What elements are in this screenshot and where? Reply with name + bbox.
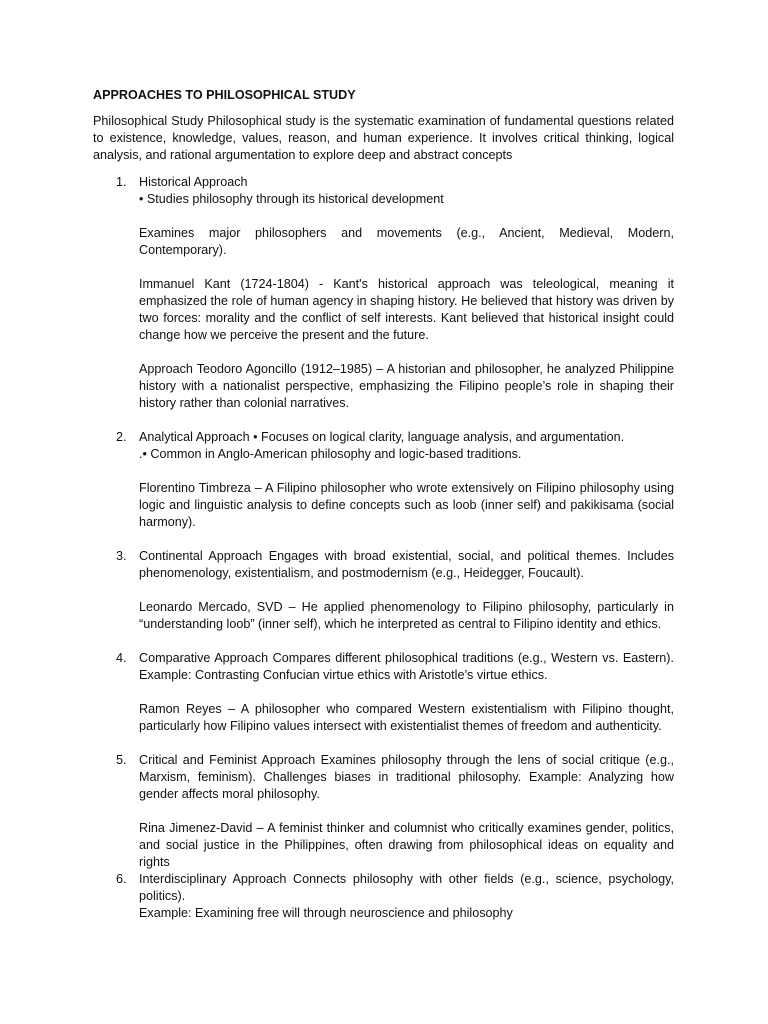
list-item-comparative xyxy=(93,650,674,735)
document-title: APPROACHES TO PHILOSOPHICAL STUDY xyxy=(93,88,356,102)
intro-paragraph: Philosophical Study Philosophical study is the systematic examination of fundamental questions related to existence, knowledge, values, reason, and human experience. It involves critical thinking, logical analysis, and rational argumentation to explore deep and abstract concepts xyxy=(93,114,674,162)
list-item-historical xyxy=(93,174,674,412)
list-number: 6. xyxy=(116,872,127,886)
list-item-critical-feminist xyxy=(93,752,674,871)
item-heading: Continental Approach Engages with broad existential, social, and political themes. Includes phenomenology, existentialism, and postmodernism (e.g., Heidegger, Foucault). xyxy=(139,549,674,580)
document-page xyxy=(93,87,674,922)
list-number: 4. xyxy=(116,651,127,665)
item-paragraph: Florentino Timbreza – A Filipino philosopher who wrote extensively on Filipino philosophy using logic and linguistic analysis to define concepts such as loob (inner self) and pakikisama (social harmony). xyxy=(139,481,674,529)
item-heading: Analytical Approach • Focuses on logical clarity, language analysis, and argumentation. xyxy=(139,430,625,444)
item-heading: Comparative Approach Compares different philosophical traditions (e.g., Western vs. Eastern). Example: Contrasting Confucian virtue ethics with Aristotle’s virtue ethics. xyxy=(139,651,674,682)
item-paragraph: Examines major philosophers and movements (e.g., Ancient, Medieval, Modern, Contemporary). xyxy=(139,226,674,257)
list-item-interdisciplinary xyxy=(93,871,674,922)
approaches-list xyxy=(93,174,674,922)
list-number: 2. xyxy=(116,430,127,444)
item-heading: Critical and Feminist Approach Examines philosophy through the lens of social critique (e.g., Marxism, feminism). Challenges biases in traditional philosophy. Example: Analyzing how gender affects moral philosophy. xyxy=(139,753,674,801)
item-subpoint: .• Common in Anglo-American philosophy and logic-based traditions. xyxy=(139,447,522,461)
item-heading: Historical Approach xyxy=(139,175,248,189)
list-number: 1. xyxy=(116,175,127,189)
list-item-continental xyxy=(93,548,674,633)
item-paragraph: Leonardo Mercado, SVD – He applied phenomenology to Filipino philosophy, particularly in “understanding loob” (inner self), which he interpreted as central to Filipino identity and ethics. xyxy=(139,600,674,631)
list-item-analytical xyxy=(93,429,674,531)
list-number: 3. xyxy=(116,549,127,563)
item-subpoint: • Studies philosophy through its historical development xyxy=(139,192,444,206)
list-number: 5. xyxy=(116,753,127,767)
item-paragraph: Ramon Reyes – A philosopher who compared Western existentialism with Filipino thought, particularly how Filipino values intersect with existentialist themes of freedom and authenticity. xyxy=(139,702,674,733)
item-subpoint: Example: Examining free will through neuroscience and philosophy xyxy=(139,906,513,920)
item-paragraph: Rina Jimenez-David – A feminist thinker and columnist who critically examines gender, politics, and social justice in the Philippines, often drawing from philosophical ideas on equality and rights xyxy=(139,821,674,869)
item-paragraph: Approach Teodoro Agoncillo (1912–1985) – A historian and philosopher, he analyzed Philippine history with a nationalist perspective, emphasizing the Filipino people’s role in shaping their history rather than colonial narratives. xyxy=(139,362,674,410)
item-paragraph: Immanuel Kant (1724-1804) - Kant's historical approach was teleological, meaning it emphasized the role of human agency in shaping history. He believed that history was driven by two forces: morality and the conflict of self interests. Kant believed that historical insight could change how we perceive the present and the future. xyxy=(139,277,674,342)
item-heading: Interdisciplinary Approach Connects philosophy with other fields (e.g., science, psychology, politics). xyxy=(139,872,674,903)
